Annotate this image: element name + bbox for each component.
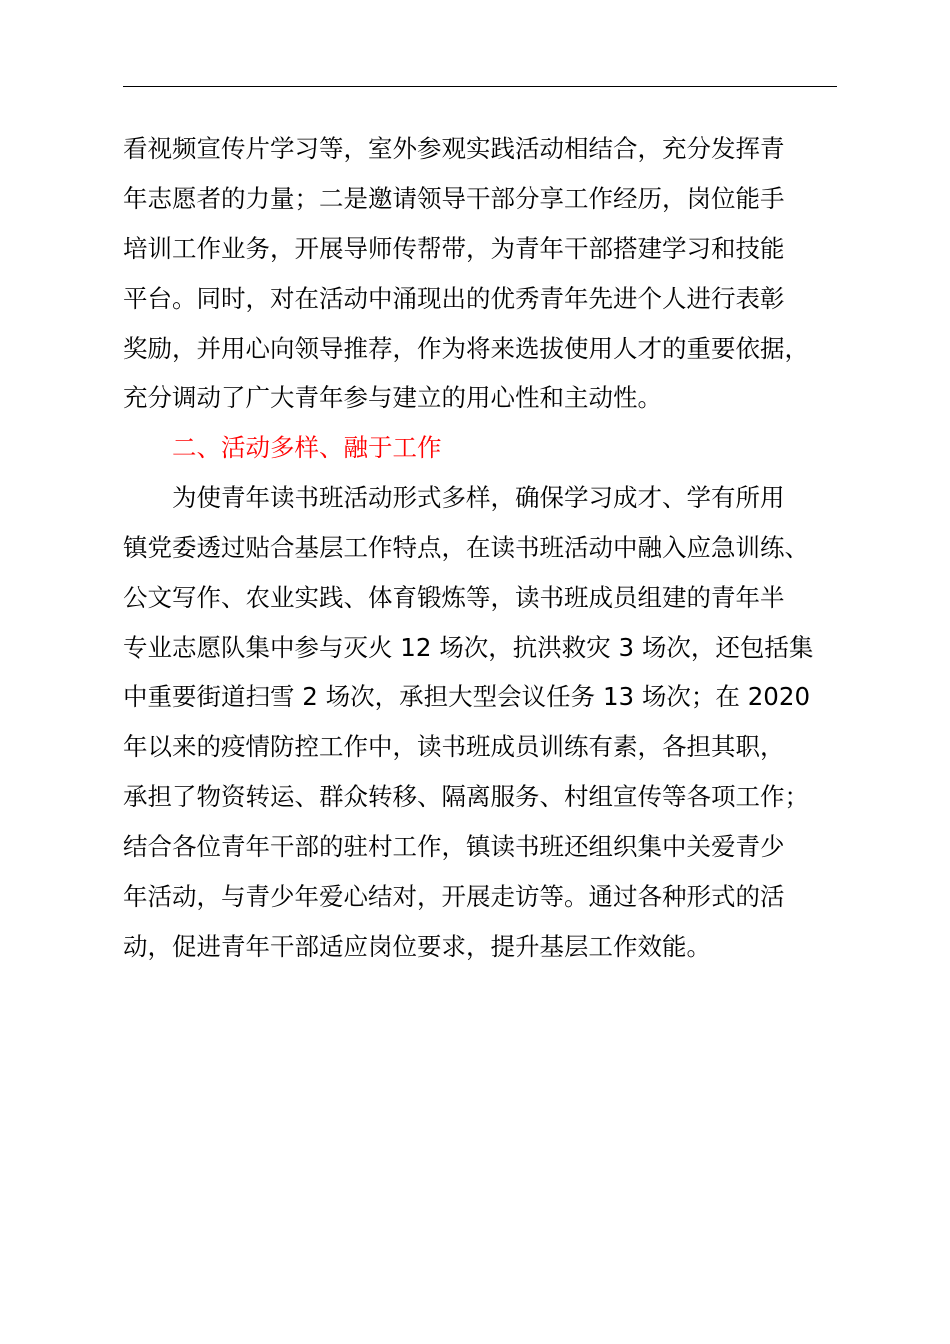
paragraph-line: 年志愿者的力量；二是邀请领导干部分享工作经历，岗位能手 [123,184,785,213]
paragraph-line: 充分调动了广大青年参与建立的用心性和主动性。 [123,383,662,412]
paragraph-line: 结合各位青年干部的驻村工作，镇读书班还组织集中关爱青少 [123,832,785,861]
paragraph-line: 年活动，与青少年爱心结对，开展走访等。通过各种形式的活 [123,882,785,911]
paragraph-line: 平台。同时，对在活动中涌现出的优秀青年先进个人进行表彰 [123,284,785,313]
paragraph-line: 专业志愿队集中参与灭火 12 场次，抗洪救灾 3 场次，还包括集 [123,633,814,662]
header-rule [123,86,837,87]
paragraph-line: 年以来的疫情防控工作中，读书班成员训练有素，各担其职， [123,732,785,761]
section-heading: 二、活动多样、融于工作 [172,433,442,462]
paragraph-line: 公文写作、农业实践、体育锻炼等，读书班成员组建的青年半 [123,583,785,612]
paragraph-line: 动，促进青年干部适应岗位要求，提升基层工作效能。 [123,932,711,961]
paragraph-line: 为使青年读书班活动形式多样，确保学习成才、学有所用 [172,483,785,512]
paragraph-line: 看视频宣传片学习等，室外参观实践活动相结合，充分发挥青 [123,134,785,163]
paragraph-line: 镇党委透过贴合基层工作特点，在读书班活动中融入应急训练、 [123,533,809,562]
paragraph-line: 奖励，并用心向领导推荐，作为将来选拔使用人才的重要依据， [123,334,809,363]
paragraph-line: 承担了物资转运、群众转移、隔离服务、村组宣传等各项工作； [123,782,809,811]
paragraph-line: 中重要街道扫雪 2 场次，承担大型会议任务 13 场次；在 2020 [123,682,811,711]
paragraph-line: 培训工作业务，开展导师传帮带，为青年干部搭建学习和技能 [123,234,785,263]
